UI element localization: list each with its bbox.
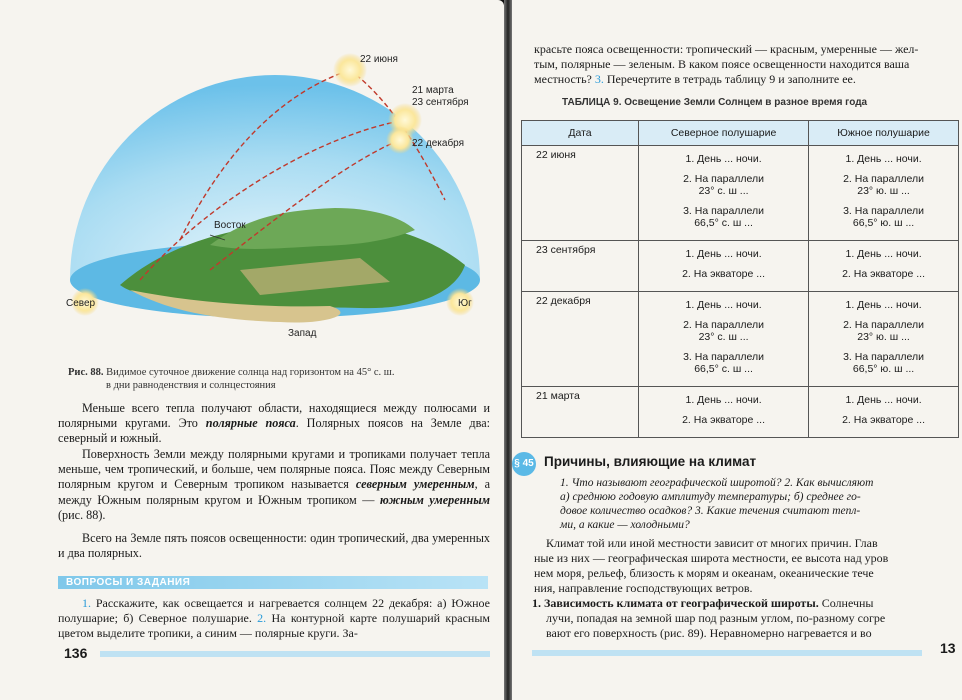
- top-line-1: красьте пояса освещенности: тропический — красным, умеренные — жел-: [534, 42, 919, 56]
- top-line-3-b: Перечертите в тетрадь таблицу 9 и заполните ее.: [603, 72, 856, 86]
- table-row: [522, 146, 959, 241]
- cell-line: 1. День ... ночи.: [685, 153, 762, 165]
- southern-cell: [809, 241, 959, 292]
- point-1-heading: 1. Зависимость климата от географической широты.: [532, 596, 819, 610]
- southern-cell: [809, 146, 959, 241]
- table-title: ТАБЛИЦА 9. Освещение Земли Солнцем в разное время года: [562, 97, 868, 108]
- northern-cell: [639, 292, 809, 387]
- top-line-2: тым, полярные — зеленым. В каком поясе освещенности находится ваша: [534, 57, 910, 71]
- cell-line: 3. На параллели: [683, 205, 765, 217]
- p3-text: Всего на Земле пять поясов освещенности: один тропический, два умеренных и два полярных.: [58, 531, 490, 561]
- cell-line: 2. На параллели: [683, 319, 765, 331]
- date-cell: 21 марта: [522, 387, 639, 438]
- task-3-number: 3.: [594, 72, 604, 86]
- table-9: [521, 120, 959, 438]
- date-cell: 22 декабря: [522, 292, 639, 387]
- page-number-left: 136: [64, 645, 88, 661]
- book-gutter: [504, 0, 512, 700]
- label-december-22: 22 декабря: [412, 138, 465, 149]
- southern-cell: [809, 387, 959, 438]
- term-south-temperate: южным умеренным: [379, 492, 491, 507]
- p1-text-b: . Полярных поясов на Земле два: северный и южный.: [58, 416, 491, 446]
- paragraph-1-line-1: Климат той или иной местности зависит от многих причин. Глав: [546, 536, 878, 550]
- cell-line: 1. День ... ночи.: [845, 153, 922, 165]
- label-west: Запад: [288, 328, 317, 339]
- label-north: Север: [66, 298, 96, 309]
- cell-line: 1. День ... ночи.: [845, 394, 922, 406]
- northern-cell: [639, 387, 809, 438]
- label-june-22: 22 июня: [360, 54, 398, 65]
- intro-question-line-4: ми, а какие — холодными?: [560, 519, 690, 531]
- p1-text-a: Меньше всего тепла получают области, находящиеся между полюсами и полярными кругами. Это: [58, 401, 490, 431]
- cell-line: 66,5° с. ш ...: [694, 363, 753, 375]
- questions-block: [58, 596, 490, 641]
- p2-text-c: (рис. 88).: [58, 507, 106, 522]
- caption-number: Рис. 88.: [68, 367, 104, 378]
- cell-line: 1. День ... ночи.: [845, 299, 922, 311]
- cell-line: 23° ю. ш ...: [857, 185, 910, 197]
- intro-question-line-2: а) среднюю годовую амплитуду температуры; б) среднее го-: [560, 491, 861, 503]
- cell-line: 2. На экваторе ...: [842, 268, 926, 280]
- header-date: Дата: [522, 121, 639, 146]
- cell-line: 2. На параллели: [843, 319, 925, 331]
- sun-december: [386, 126, 414, 154]
- caption-text: Видимое суточное движение солнца над горизонтом на 45° с. ш.: [106, 367, 395, 378]
- footer-bar-left: [100, 651, 490, 657]
- table-header-row: [522, 121, 959, 146]
- label-south: Юг: [458, 298, 472, 309]
- cell-line: 2. На экваторе ...: [842, 414, 926, 426]
- question-2-text: На контурной карте полушарий красным цветом выделите тропики, а синим — полярные круги. За-: [58, 611, 490, 640]
- cell-line: 23° с. ш ...: [698, 185, 749, 197]
- cell-line: 66,5° с. ш ...: [694, 217, 753, 229]
- cell-line: 1. День ... ночи.: [845, 248, 922, 260]
- questions-header-bar: [58, 576, 488, 589]
- cell-line: 1. День ... ночи.: [685, 299, 762, 311]
- label-september-23: 23 сентября: [412, 97, 469, 108]
- cell-line: 3. На параллели: [843, 351, 925, 363]
- cell-line: 2. На экваторе ...: [682, 414, 766, 426]
- term-polar-belts: полярные пояса: [205, 416, 296, 431]
- date-cell: 23 сентября: [522, 241, 639, 292]
- top-line-3-a: местность?: [534, 72, 595, 86]
- point-1-line-1: [532, 596, 874, 610]
- footer-bar-right: [532, 650, 922, 656]
- cell-line: 66,5° ю. ш ...: [852, 217, 915, 229]
- question-2-number: 2.: [257, 611, 267, 625]
- cell-line: 3. На параллели: [843, 205, 925, 217]
- section-number-badge: § 45: [512, 452, 536, 476]
- header-southern: Южное полушарие: [809, 121, 959, 146]
- p2-text-b: , а между Южным полярным кругом и Южным тропиком —: [58, 477, 490, 507]
- point-1-line-3: вают его поверхность (рис. 89). Неравномерно нагревается и во: [546, 626, 872, 640]
- paragraph-1-line-3: нем моря, рельеф, близость к морям и океанам, океанические тече: [534, 566, 874, 580]
- cell-line: 1. День ... ночи.: [685, 248, 762, 260]
- northern-cell: [639, 241, 809, 292]
- header-northern: Северное полушарие: [639, 121, 809, 146]
- page-number-right: 13: [940, 640, 956, 656]
- cell-line: 2. На параллели: [683, 173, 765, 185]
- question-1-text: Расскажите, как освещается и нагревается солнцем 22 декабря: а) Южное полушарие; б) Северное полушарие.: [58, 596, 491, 625]
- southern-cell: [809, 292, 959, 387]
- cell-line: 2. На параллели: [843, 173, 925, 185]
- table-row: [522, 241, 959, 292]
- table-row: [522, 292, 959, 387]
- top-line-3: [534, 72, 856, 86]
- cell-line: 66,5° ю. ш ...: [852, 363, 915, 375]
- questions-header: ВОПРОСЫ И ЗАДАНИЯ: [66, 577, 191, 588]
- table-row: [522, 387, 959, 438]
- label-east: Восток: [214, 220, 246, 231]
- body-paragraph-2: [58, 447, 490, 523]
- paragraph-1-line-4: ния, направление господствующих ветров.: [534, 581, 753, 595]
- question-1-number: 1.: [82, 596, 91, 610]
- point-1-text: Солнечны: [818, 596, 874, 610]
- paragraph-1-line-2: ные из них — географическая широта местности, ее высота над уров: [534, 551, 889, 565]
- body-paragraph-1: [58, 401, 490, 447]
- right-page: [512, 0, 962, 700]
- intro-question-line-3: довое количество осадков? 3. Какие течения считают тепл-: [560, 505, 861, 517]
- label-march-21: 21 марта: [412, 85, 454, 96]
- point-1-line-2: лучи, попадая на земной шар под разным углом, по-разному согре: [546, 611, 886, 625]
- caption-text-2: в дни равноденствия и солнцестояния: [106, 380, 276, 391]
- cell-line: 23° ю. ш ...: [857, 331, 910, 343]
- figure-caption: [68, 366, 488, 392]
- northern-cell: [639, 146, 809, 241]
- date-cell: 22 июня: [522, 146, 639, 241]
- cell-line: 2. На экваторе ...: [682, 268, 766, 280]
- section-title: Причины, влияющие на климат: [544, 454, 757, 469]
- body-paragraph-3: [58, 531, 490, 561]
- p2-text-a: Поверхность Земли между полярными кругами и тропиками получает тепла меньше, чем тропический, и больше, чем полярные пояса. Пояс между Северным полярным кругом и Северным тропиком называется: [58, 447, 490, 492]
- cell-line: 1. День ... ночи.: [685, 394, 762, 406]
- cell-line: 23° с. ш ...: [698, 331, 749, 343]
- cell-line: 3. На параллели: [683, 351, 765, 363]
- intro-question-line-1: 1. Что называют географической широтой? 2. Как вычисляют: [560, 477, 874, 489]
- term-north-temperate: северным умеренным: [355, 477, 475, 492]
